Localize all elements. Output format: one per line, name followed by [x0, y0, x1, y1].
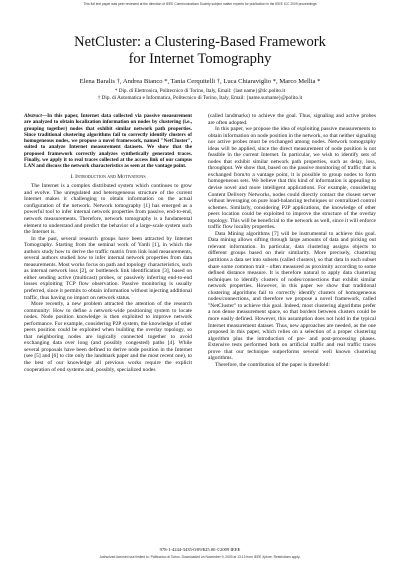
left-column [24, 113, 192, 373]
body-paragraph: In this paper, we propose the idea of exploiting passive measurements to obtain information on node position in the network, so that neither signaling nor active probes must be exchanged among nodes. Network tomography ideas will be applied, since the direct measurement of node position is not feasible in the current Internet. In particular, we wish to identify sets of nodes that exhibit similar network path properties, such as delay, loss, throughput. We show that, based on the passive monitoring of traffic that is exchanged from/to a vantage point, it is possible to group nodes to form homogeneous sets. We believe that this kind of information is appealing to devise novel and more intelligent applications. For example, considering Content Delivery Networks, nodes could directly contact the closest server without leveraging on pure load-balancing techniques or centralized control schemes. Similarly, considering P2P applications, the knowledge of other peers location could be exploited to improve the structure of the overlay topology. This will be beneficial to the network as well, since it will enforce traffic flow locality properties. [208, 126, 376, 231]
paper-title [0, 34, 400, 68]
affiliation-2: † Dip. di Automatica e Informatica, Politecnico di Torino, Italy, Email: {name.surname}@polito.it [97, 95, 303, 101]
abstract [24, 113, 192, 170]
section-heading-introduction: I. Introduction and Motivations [70, 173, 146, 180]
intro-paragraph: The Internet is a complex distributed system which continues to grow and evolve. The unregulated and heterogeneous structure of the current Internet makes it challenging to obtain information on the actual configuration of the network. Network tomography [1] has emerged as a powerful tool to infer internal network properties from passive, end-to-end, network measurements. Therefore, network tomography is a fundamental element to understand and predict the behavior of a large-scale system such the Internet is. [24, 183, 192, 236]
title-line-2: for Internet Tomography [128, 51, 272, 67]
authors: Elena Baralis †, Andrea Bianco *, Tania Cerquitelli †, Luca Chiaraviglio *, Marco Mellia * [79, 78, 321, 85]
body-paragraph: Therefore, the contribution of the paper is threefold: [215, 361, 330, 368]
footer-license: Authorized licensed use limited to: Politecnico di Torino. Downloaded on November 9, 2009 at 13:13 from IEEE Xplore. Restrictions apply. [99, 555, 301, 559]
continued-paragraph: (called landmarks) to achieve the goal. Thus, signaling and active probes are often adopted. [208, 113, 376, 126]
intro-paragraph: More recently, a new problem attracted the attention of the research community: How to define a network-wide positioning system to locate nodes. Node position knowledge is then exploited to improve network performance. For example, considering P2P system, the knowledge of other peers position could be exploited when building the overlay topology, so that neighboring nodes are logically connected together to avoid exchanging data over long (and possibly congested) paths [4]. While several proposals have been defined to derive node position in the Internet (see [5] and [6] to cite only the landmark paper and the most recent one), to the best of our knowledge all previous works require the explicit cooperation of end systems and, possibly, specialized nodes [24, 301, 192, 373]
title-line-1: NetCluster: a Clustering-Based Framework [74, 34, 326, 50]
affiliation-1: * Dip. di Elettronica, Politecnico di Torino, Italy, Email: {last name}@tlc.polito.it [114, 88, 286, 94]
body-paragraph: Data Mining algorithms [7] will be instrumental to achieve this goal. Data mining allows sifting through large amounts of data and picking out relevant information. In particular, data clustering assigns objects to different groups based on their similarity. More precisely, clustering partitions a data set into subsets (called clusters), so that data in each subset share some common trait - often measured as proximity according to some defined distance measure. It is therefore natural to apply data clustering techniques to identify clusters of nodes/connections that exhibit similar network properties. However, in this paper we show that traditional clustering algorithms fail to correctly identify clusters of homogeneous nodes/connections, and therefore we propose a novel framework, called "NetCluster" to achieve this goal. Indeed, most clustering algorithms prefer a non dense measurement space, so that borders between clusters could be more easily defined. However, this assumption does not hold in the typical Internet measurement dataset. Thus, new approaches are needed, as the one proposed in this paper, which relies on a selection of a proper clustering algorithm plus the introduction of pre- and post-processing phases. Extensive tests performed both on artificial traffic and real traffic traces prove that our technique outperforms several well known clustering algorithms. [208, 230, 376, 362]
footer-isbn: 978-1-4244-3435-0/09/$25.00 ©2009 IEEE [159, 547, 241, 552]
intro-paragraph: In the past, several research groups have been attracted by Internet Tomography. Starting from the seminal work of Yardi [1], in which the authors study how to derive the traffic matrix from link load measurements, several authors studied how to infer internal network properties from data measurements. Most works focus on path and topology characteristics, such as internal network loss [2], or bottleneck link identification [3], based on either sending active (multicast) probes, or passively inferring end-to-end losses exploiting TCP flow observation. Passive monitoring is usually preferred, since it permits to obtain information without injecting additional traffic, thus having no impact on network status. [24, 235, 192, 301]
abstract-text: —In this paper, Internet data collected via passive measurement are analyzed to obtain localization information on nodes by clustering (i.e., grouping together) nodes that exhibit similar network path properties. Since traditional clustering algorithms fail to correctly identify clusters of homogeneous nodes, we propose a novel framework, named "NetCluster", suited to analyze Internet measurement datasets. We show that the proposed framework correctly analyzes synthetically generated traces. Finally, we apply it to real traces collected at the access link of our campus LAN and discuss the network characteristics as seen at the vantage point. [24, 113, 192, 170]
peer-review-banner: This full text paper was peer reviewed at the direction of IEEE Communications Society subject matter experts for publication in the IEEE ICC 2009 proceedings [83, 2, 317, 6]
abstract-heading: Abstract [24, 113, 42, 119]
right-column [208, 113, 376, 368]
